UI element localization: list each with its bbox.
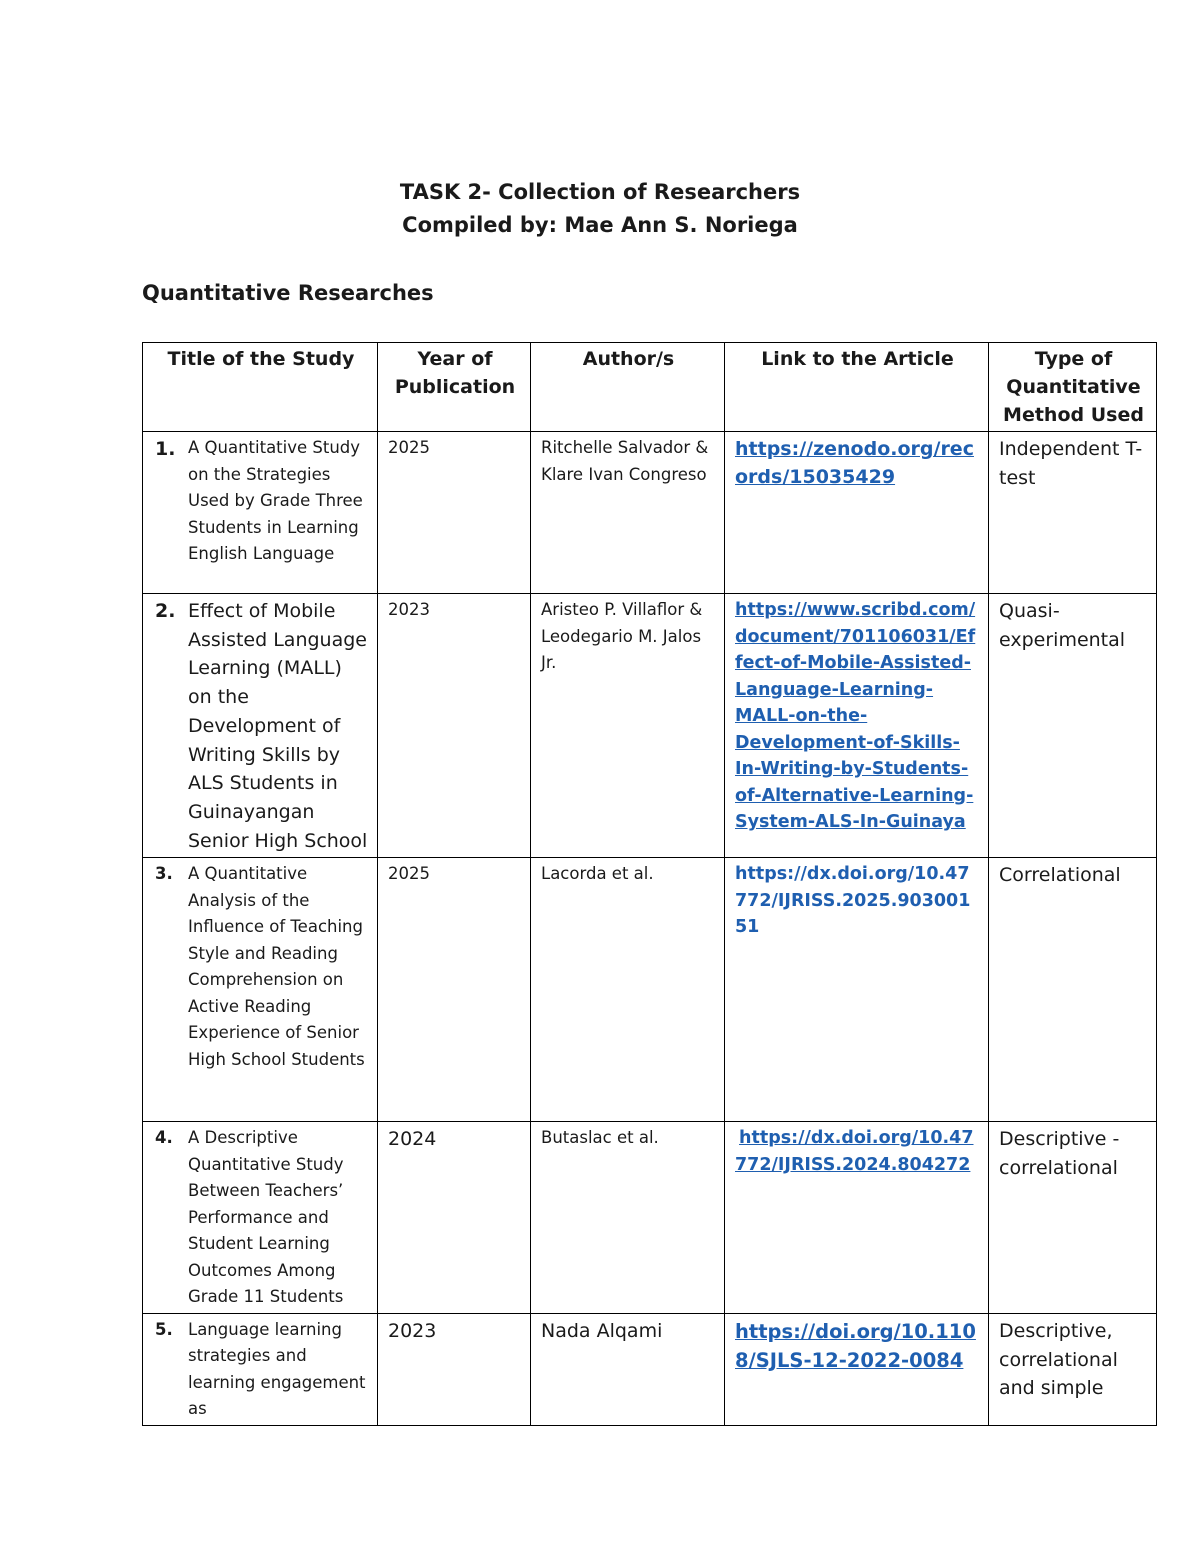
table-header-row — [143, 343, 1157, 432]
row-number: 2. — [155, 600, 176, 622]
study-title: A Quantitative Study on the Strategies Used by Grade Three Students in Learning English Language — [188, 438, 363, 563]
table-row — [143, 1313, 1157, 1425]
header-link: Link to the Article — [725, 343, 989, 432]
page-title: TASK 2- Collection of Researchers — [399, 180, 801, 204]
study-title: A Quantitative Analysis of the Influence of Teaching Style and Reading Comprehension on Active Reading Experience of Senior High School Students — [188, 864, 365, 1069]
study-title: Effect of Mobile Assisted Language Learning (MALL) on the Development of Writing Skills by ALS Students in Guinayangan Senior High School — [188, 600, 368, 852]
header-method: Type of Quantitative Method Used — [989, 343, 1157, 432]
table-row — [143, 1122, 1157, 1314]
table-row — [143, 594, 1157, 858]
year-cell: 2023 — [378, 594, 531, 858]
year-cell: 2023 — [378, 1313, 531, 1425]
header-year: Year of Publication — [378, 343, 531, 432]
section-title: Quantitative Researches — [142, 281, 434, 305]
year-cell: 2025 — [378, 858, 531, 1122]
method-cell: Quasi-experimental — [989, 594, 1157, 858]
title-cell — [143, 432, 378, 594]
study-title: Language learning strategies and learning engagement as — [188, 1319, 366, 1419]
title-cell — [143, 1122, 378, 1314]
row-number: 1. — [155, 438, 176, 460]
row-number: 4. — [155, 1128, 173, 1148]
method-cell: Descriptive - correlational — [989, 1122, 1157, 1314]
article-link[interactable]: https://dx.doi.org/10.47772/IJRISS.2024.804272 — [735, 1128, 974, 1175]
author-cell: Aristeo P. Villaflor & Leodegario M. Jalos Jr. — [531, 594, 725, 858]
header-title: Title of the Study — [143, 343, 378, 432]
link-cell — [725, 1313, 989, 1425]
title-cell — [143, 1313, 378, 1425]
author-cell: Ritchelle Salvador & Klare Ivan Congreso — [531, 432, 725, 594]
year-cell: 2025 — [378, 432, 531, 594]
link-cell — [725, 594, 989, 858]
article-link[interactable]: https://zenodo.org/records/15035429 — [735, 438, 974, 488]
table-row — [143, 858, 1157, 1122]
article-link[interactable]: https://www.scribd.com/document/701106031/Effect-of-Mobile-Assisted-Language-Learning-MALL-on-the-Development-of-Skills-In-Writing-by-Students-of-Alternative-Learning-System-ALS-In-Guinaya — [735, 600, 976, 832]
title-cell — [143, 594, 378, 858]
method-cell: Independent T-test — [989, 432, 1157, 594]
author-cell: Lacorda et al. — [531, 858, 725, 1122]
page-subtitle: Compiled by: Mae Ann S. Noriega — [402, 213, 798, 237]
article-link[interactable]: https://doi.org/10.1108/SJLS-12-2022-0084 — [735, 1319, 976, 1372]
study-title: A Descriptive Quantitative Study Between Teachers’ Performance and Student Learning Outcomes Among Grade 11 Students — [188, 1128, 344, 1307]
link-cell — [725, 1122, 989, 1314]
link-cell — [725, 858, 989, 1122]
method-cell: Correlational — [989, 858, 1157, 1122]
research-table — [142, 342, 1157, 1426]
author-cell: Butaslac et al. — [531, 1122, 725, 1314]
row-number: 5. — [155, 1319, 173, 1339]
header-author: Author/s — [531, 343, 725, 432]
link-cell — [725, 432, 989, 594]
table-row — [143, 432, 1157, 594]
year-cell: 2024 — [378, 1122, 531, 1314]
title-cell — [143, 858, 378, 1122]
author-cell: Nada Alqami — [531, 1313, 725, 1425]
method-cell: Descriptive, correlational and simple — [989, 1313, 1157, 1425]
row-number: 3. — [155, 864, 173, 884]
article-link[interactable]: https://dx.doi.org/10.47772/IJRISS.2025.90300151 — [735, 864, 971, 938]
